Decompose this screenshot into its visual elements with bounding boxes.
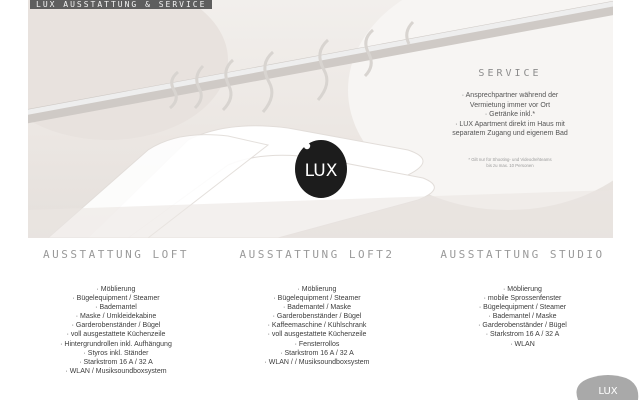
service-section xyxy=(420,68,600,169)
studio-list xyxy=(430,285,615,349)
studio-title: AUSSTATTUNG STUDIO xyxy=(440,248,605,261)
list-item: · Möblierung xyxy=(503,286,542,293)
loft-list xyxy=(36,285,196,376)
list-item: · Starkstrom 16 A / 32 A xyxy=(280,349,354,357)
list-item: · Bademantel xyxy=(95,304,137,312)
list-item: · Maske / Umkleidekabine xyxy=(75,313,157,321)
footnote-line: * Gilt nur für Shooting- und Videodrehteams xyxy=(468,156,552,162)
service-line: · Ansprechpartner während der xyxy=(461,92,559,99)
list-item: · Starkstrom 16 A / 32 A xyxy=(79,358,153,366)
list-item: · Möblierung xyxy=(96,286,136,293)
service-line: separatem Zugang und eigenem Bad xyxy=(452,130,568,137)
service-line: · LUX Apartment direkt im Haus mit xyxy=(455,120,565,128)
list-item: · WLAN xyxy=(510,340,535,348)
list-item: · WLAN / / Musiksoundboxsystem xyxy=(264,358,370,366)
list-item: · Starkstrom 16 A / 32 A xyxy=(485,331,560,339)
list-item: · Bademantel / Maske xyxy=(488,313,557,321)
lux-tag-text: LUX xyxy=(304,161,338,181)
list-item: · Fensterrollos xyxy=(294,340,340,348)
page-header: LUX AUSSTATTUNG & SERVICE xyxy=(30,0,212,9)
corner-logo-text: LUX xyxy=(598,386,618,397)
list-item: · Bügelequipment / Steamer xyxy=(273,295,361,303)
list-item: · mobile Sprossenfenster xyxy=(483,295,562,303)
list-item: · Bügelequipment / Steamer xyxy=(478,304,567,312)
list-item: · Bademantel / Maske xyxy=(282,304,352,312)
list-item: · Garderobenständer / Bügel xyxy=(71,322,161,330)
service-line: Vermietung immer vor Ort xyxy=(469,101,551,109)
lux-tag-logo xyxy=(293,132,353,202)
footnote-line: bis zu max. 10 Personen xyxy=(486,162,534,168)
list-item: · WLAN / Musiksoundboxsystem xyxy=(65,367,167,375)
service-title: SERVICE xyxy=(478,68,542,79)
loft2-title: AUSSTATTUNG LOFT2 xyxy=(239,248,395,261)
list-item: · voll ausgestattete Küchenzeile xyxy=(267,331,367,339)
service-line: · Getränke inkl.* xyxy=(484,111,536,118)
list-item: · Möblierung xyxy=(297,286,337,293)
loft2-list xyxy=(232,285,402,367)
service-footnote xyxy=(420,157,600,169)
list-item: · Bügelequipment / Steamer xyxy=(72,295,160,303)
list-item: · Styros inkl. Ständer xyxy=(83,349,149,357)
loft-title: AUSSTATTUNG LOFT xyxy=(43,248,189,261)
list-item: · Hintergrundrollen inkl. Aufhängung xyxy=(60,340,172,348)
list-item: · Kaffeemaschine / Kühlschrank xyxy=(267,322,367,330)
corner-logo xyxy=(572,374,640,400)
service-list xyxy=(420,91,600,139)
list-item: · voll ausgestattete Küchenzeile xyxy=(66,331,166,339)
list-item: · Garderobenständer / Bügel xyxy=(272,313,362,321)
list-item: · Garderobenständer / Bügel xyxy=(478,322,567,330)
